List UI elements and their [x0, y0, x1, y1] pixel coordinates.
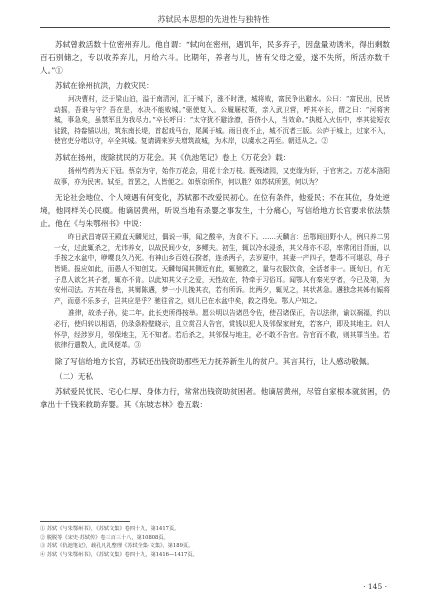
paragraph-3: 苏轼在扬州，废除扰民的万花会。其《仇池笔记》卷上《万花会》载：	[55, 152, 291, 162]
block-quote-2	[40, 166, 390, 187]
paragraph-6: 苏轼爱民忧民、宅心仁厚、身体力行，常常出钱资助贫困者。他谪居黄州，尽管自家根本就贫困，仍拿出十千钱来救助弃婴。其《东坡志林》卷五载：	[40, 386, 390, 409]
paragraph-5: 除了写信给地方长官，苏轼还出钱资助那些无力抚养新生儿的贫户。其言其行，让人感动敬佩。	[55, 356, 374, 366]
page-body	[40, 38, 390, 413]
header-rule	[40, 27, 390, 28]
block-quote-3	[40, 232, 390, 351]
quote-2-text: 扬州芍药为天下冠。蔡京为守，始作万花会，用花十余万枝。既残诸园，又吏缘为奸，于官害之。万花本洛阳故事，亦为民害。轼至，首罢之，人皆便之。如蔡京所作，何以胜？如苏轼所罢，何以为？	[54, 166, 390, 186]
running-header: 苏轼民本思想的先进性与独特性	[157, 15, 270, 24]
paragraph-4: 无论社会地位、个人境遇有何变化，苏轼都不改爱民初心。在位有条件，他爱民；不在其位，身处逆境，他同样关心民瘼。他谪居黄州，听说当地有杀婴之事发生，十分痛心，写信给地方长官要求依法禁止。他在《与朱鄂州书》中说：	[40, 193, 390, 229]
block-quote-1	[40, 94, 390, 147]
quote-3-text: 昨日武昌寄居王殿直天麟见过，偶说一事，闻之酸辛，为食不下。……天麟言：岳鄂间田野小人，例只养二男一女，过此辄杀之，尤讳养女，以故民间少女，多鳏夫。初生，辄以冷水浸杀，其父母亦不忍，率常闭目背面，以手按之水盆中，咿嘤良久乃死。有神山乡百姓石揆者，连杀两子，去岁夏中，其妻一产四子，楚毒不可堪忍，母子皆毙。报应如此，而愚人不知创艾。天麟每闻其侧近有此，辄驰救之，量与衣服饮食，全活者非一。既旬日，有无子息人欲乞其子者，辄亦不肯。以此知其父子之爱，天性故在，特牵于习俗耳。闻鄂人有秦光亨者，今已及第，为安州司法。方其在母也，其舅陈遘，梦一小儿挽其衣，若有所诉。比两夕，辄见之，其状甚急。遘独念其姊有娠将产，而意不乐多子，岂其应是乎？驰往省之，则儿已在水盆中矣，救之得免。鄂人户知之。	[54, 233, 390, 305]
page-number: · 145 ·	[363, 582, 387, 591]
footnote-1: ① 苏轼《与朱鄂州书》，《苏轼文集》卷四十九，第1417页。	[40, 526, 180, 532]
quote-4-text: 准律，故杀子孙，徒二年。此长吏所得按举。愿公明以告诸邑令佐，使召诸保正，告以法律，谕以祸福，约以必行，使归转以相语，仍录条粉壁晓示，且立赏召人告官，赏钱以犯人及邻保家财充，若客户，即及其地主。妇人怀孕，经涉岁月，邻保地主，无不知者。若后杀之，其邻保与地主，必不敢不告官。告官而不救，则其罪当坐。若依律行遣数人，此风便革。③	[54, 309, 390, 350]
paragraph-1: 苏轼曾救活数十位密州弃儿。他自谓：“轼向在密州，遇饥年，民多弃子，因盘量劝诱米，得出剩数百石别储之，专以收养弃儿，月给六斗。比期年，养者与儿，皆有父母之爱，遂不失所，所活亦数千人。”①	[40, 40, 390, 75]
footnotes	[40, 521, 390, 559]
section-subheading: （二）无私	[55, 371, 93, 381]
paragraph-2: 苏轼在徐州抗洪，力救灾民：	[55, 81, 154, 90]
footnote-3: ③ 苏轼《仇池笔记》，载孔凡礼整理《苏轼全集·文集》，第189页。	[40, 543, 194, 550]
footnote-4: ④ 苏轼《与朱鄂州书》，《苏轼文集》卷四十九，第1416—1417页。	[40, 551, 198, 558]
footnote-2: ② 脱脱等《宋史·苏轼传》卷三百三十八，第10808页。	[40, 534, 169, 541]
quote-1-text: 河决曹村，泛于梁山泊，溢于南清河，汇于城下，涨不时泄，城将败，富民争出避水。公曰：“富民出，民皆动摇，吾谁与守？吾在是，水决不能败城。”驱使复入。公履屦杖策，亲入武卫营，呼其卒长，谓之曰：“河将害城，事急矣，虽禁军且为我尽力。”卒长呼曰：“太守犹不避涂潦，吾侪小人，当效命。”执梃入火伍中，率其徒短衣徒跣，持畚锸以出，筑东南长堤，首起戏马台，尾属于城。雨日夜不止，城不沉者三版。公庐于城上，过家不入，使官吏分堵以守，卒全其城。复请调来岁夫增筑故城，为木岸，以虞水之再至。朝廷从之。②	[54, 95, 390, 146]
footnote-rule	[40, 521, 130, 522]
